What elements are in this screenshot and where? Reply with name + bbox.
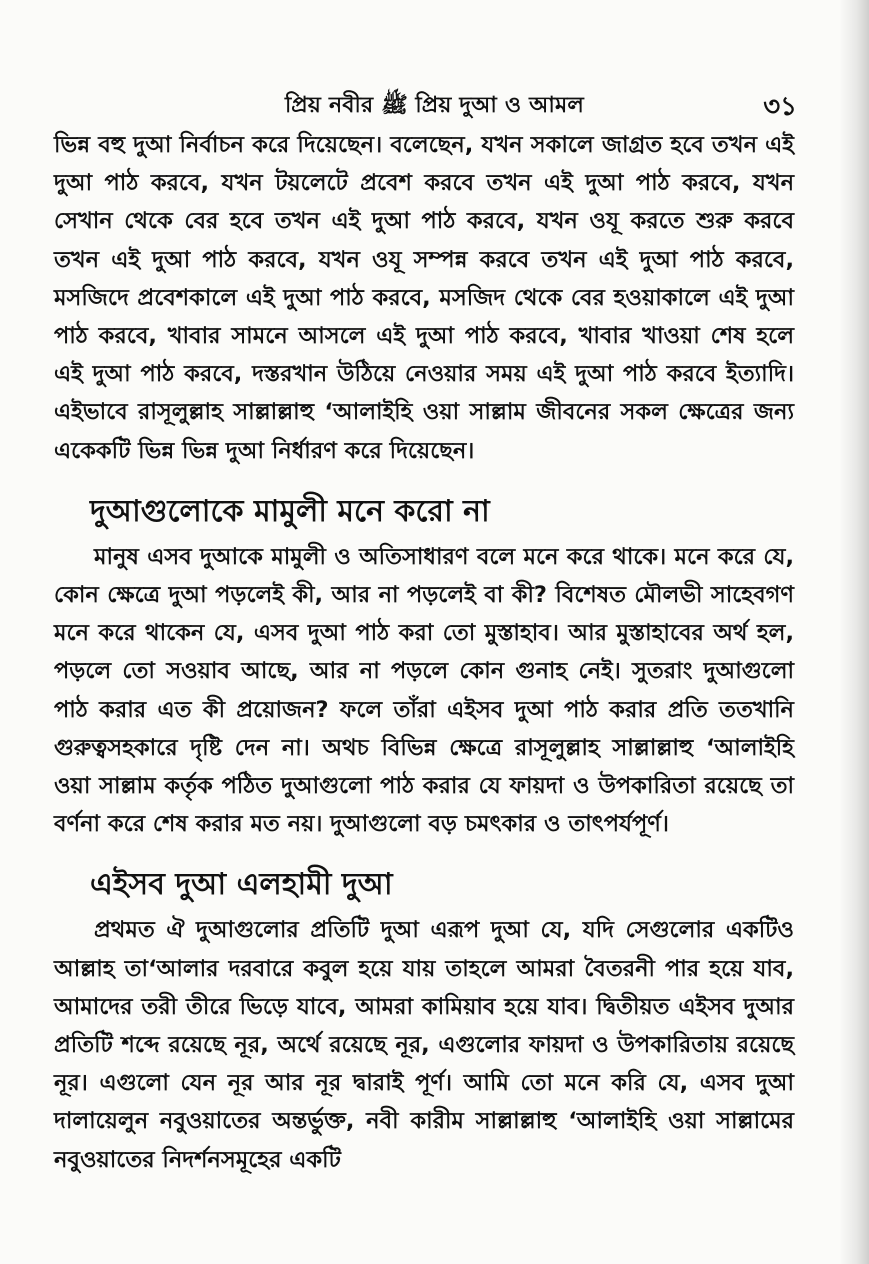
paragraph-mamuli: মানুষ এসব দুআকে মামুলী ও অতিসাধারণ বলে মনে করে থাকে। মনে করে যে, কোন ক্ষেত্রে দুআ পড়লেই কী, আর না পড়লেই বা কী? বিশেষত মৌলভী সাহেবগণ মনে করে থাকেন যে, এসব দুআ পাঠ করা তো মুস্তাহাব। আর মুস্তাহাবের অর্থ হল, পড়লে তো সওয়াব আছে, আর না পড়লে কোন গুনাহ নেই। সুতরাং দুআগুলো পাঠ করার এত কী প্রয়োজন? ফলে তাঁরা এইসব দুআ পাঠ করার প্রতি ততখানি গুরুত্বসহকারে দৃষ্টি দেন না। অথচ বিভিন্ন ক্ষেত্রে রাসূলুল্লাহ সাল্লাল্লাহু ‘আলাইহি ওয়া সাল্লাম কর্তৃক পঠিত দুআগুলো পাঠ করার যে ফায়দা ও উপকারিতা রয়েছে তা বর্ণনা করে শেষ করার মত নয়। দুআগুলো বড় চমৎকার ও তাৎপর্যপূর্ণ। <box>54 543 794 838</box>
paragraph-elhami: প্রথমত ঐ দুআগুলোর প্রতিটি দুআ এরূপ দুআ যে, যদি সেগুলোর একটিও আল্লাহ তা‘আলার দরবারে কবুল হয়ে যায় তাহলে আমরা বৈতরনী পার হয়ে যাব, আমাদের তরী তীরে ভিড়ে যাবে, আমরা কামিয়াব হয়ে যাব। দ্বিতীয়ত এইসব দুআর প্রতিটি শব্দে রয়েছে নূর, অর্থে রয়েছে নূর, এগুলোর ফায়দা ও উপকারিতায় রয়েছে নূর। এগুলো যেন নূর আর নূর দ্বারাই পূর্ণ। আমি তো মনে করি যে, এসব দুআ দালায়েলুন নবুওয়াতের অন্তর্ভুক্ত, নবী কারীম সাল্লাল্লাহু ‘আলাইহি ওয়া সাল্লামের নবুওয়াতের নিদর্শনসমূহের একটি <box>54 917 794 1173</box>
section-heading-elhami: এইসব দুআ এলহামী দুআ <box>90 867 393 903</box>
page-gutter-shadow <box>839 0 869 1264</box>
page-body <box>54 126 794 1179</box>
running-title: প্রিয় নবীর ﷺ প্রিয় দুআ ও আমল <box>285 93 584 118</box>
running-header <box>0 82 869 122</box>
page-number: ৩১ <box>763 92 797 122</box>
section-heading-mamuli: দুআগুলোকে মামুলী মনে করো না <box>90 493 490 529</box>
paragraph-continued: ভিন্ন বহু দুআ নির্বাচন করে দিয়েছেন। বলেছেন, যখন সকালে জাগ্রত হবে তখন এই দুআ পাঠ করবে, যখন টয়লেটে প্রবেশ করবে তখন এই দুআ পাঠ করবে, যখন সেখান থেকে বের হবে তখন এই দুআ পাঠ করবে, যখন ওযূ করতে শুরু করবে তখন এই দুআ পাঠ করবে, যখন ওযূ সম্পন্ন করবে তখন এই দুআ পাঠ করবে, মসজিদে প্রবেশকালে এই দুআ পাঠ করবে, মসজিদ থেকে বের হওয়াকালে এই দুআ পাঠ করবে, খাবার সামনে আসলে এই দুআ পাঠ করবে, খাবার খাওয়া শেষ হলে এই দুআ পাঠ করবে, দস্তরখান উঠিয়ে নেওয়ার সময় এই দুআ পাঠ করবে ইত্যাদি। এইভাবে রাসূলুল্লাহ সাল্লাল্লাহু ‘আলাইহি ওয়া সাল্লাম জীবনের সকল ক্ষেত্রের জন্য একেকটি ভিন্ন ভিন্ন দুআ নির্ধারণ করে দিয়েছেন। <box>54 132 794 464</box>
